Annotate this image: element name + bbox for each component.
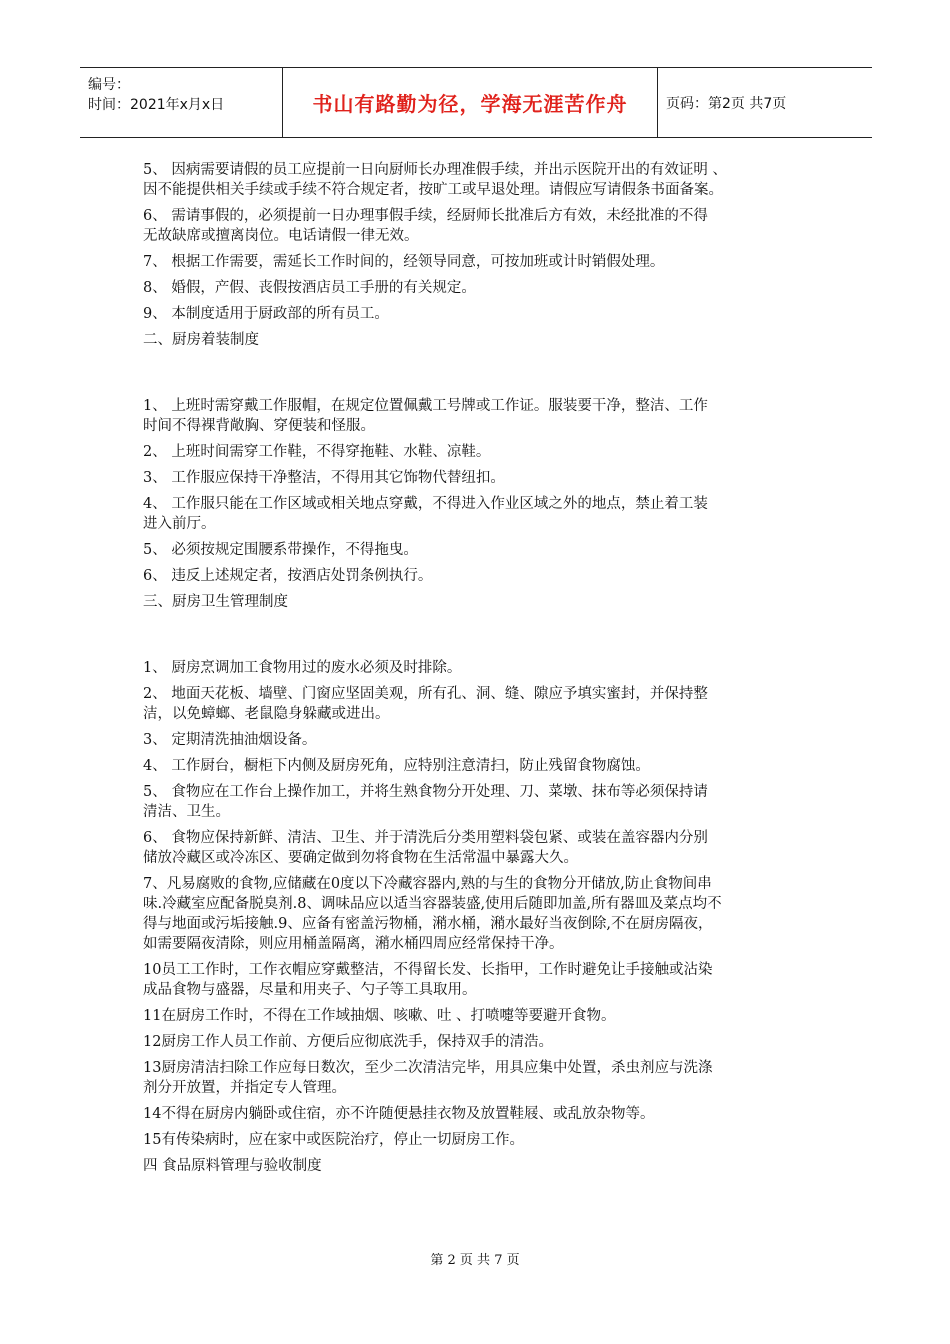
paragraph (143, 592, 813, 612)
paragraph (143, 160, 813, 200)
paragraph-line: 3、 定期清洗抽油烟设备。 (143, 732, 317, 748)
paragraph-line: 6、 违反上述规定者，按酒店处罚条例执行。 (143, 568, 433, 584)
paragraph-line: 6、 需请事假的，必须提前一日办理事假手续，经厨师长批准后方有效，未经批准的不得 (143, 208, 708, 224)
document-body (143, 160, 813, 1182)
paragraph (143, 782, 813, 822)
paragraph-line: 11在厨房工作时，不得在工作域抽烟、咳嗽、吐 、打喷嚏等要避开食物。 (143, 1008, 616, 1024)
paragraph-line: 4、 工作厨台，橱柜下内侧及厨房死角，应特别注意清扫，防止残留食物腐蚀。 (143, 758, 650, 774)
paragraph (143, 1006, 813, 1026)
paragraph (143, 252, 813, 272)
paragraph (143, 206, 813, 246)
paragraph-line: 7、凡易腐败的食物,应储藏在0度以下冷藏容器内,熟的与生的食物分开储放,防止食物间串 (143, 876, 712, 892)
paragraph-line: 4、 工作服只能在工作区域或相关地点穿戴，不得进入作业区域之外的地点，禁止着工装 (143, 496, 708, 512)
paragraph-line: 剂分开放置，并指定专人管理。 (143, 1080, 346, 1096)
paragraph-line: 2、 上班时间需穿工作鞋，不得穿拖鞋、水鞋、凉鞋。 (143, 444, 491, 460)
paragraph (143, 1104, 813, 1124)
paragraph-line: 6、 食物应保持新鲜、清洁、卫生、并于清洗后分类用塑料袋包紧、或装在盖容器内分别 (143, 830, 708, 846)
paragraph-line: 14不得在厨房内躺卧或住宿，亦不许随便悬挂衣物及放置鞋屐、或乱放杂物等。 (143, 1106, 655, 1122)
header-page-number: 页码：第2页 共7页 (666, 95, 787, 112)
paragraph (143, 304, 813, 324)
paragraph-line: 时间不得裸背敞胸、穿便装和怪服。 (143, 418, 375, 434)
paragraph (143, 566, 813, 586)
paragraph-line: 5、 必须按规定围腰系带操作，不得拖曳。 (143, 542, 418, 558)
paragraph-line: 因不能提供相关手续或手续不符合规定者，按旷工或早退处理。请假应写请假条书面备案。 (143, 182, 723, 198)
paragraph-line: 储放冷藏区或冷冻区、要确定做到勿将食物在生活常温中暴露大久。 (143, 850, 578, 866)
paragraph (143, 442, 813, 462)
paragraph-line: 成品食物与盛器，尽量和用夹子、勺子等工具取用。 (143, 982, 477, 998)
paragraph-line: 四 食品原料管理与验收制度 (143, 1158, 322, 1174)
paragraph (143, 540, 813, 560)
paragraph-line: 1、 厨房烹调加工食物用过的废水必须及时排除。 (143, 660, 462, 676)
paragraph (143, 730, 813, 750)
paragraph-line: 洁，以免蟑螂、老鼠隐身躲藏或进出。 (143, 706, 390, 722)
paragraph-line: 8、 婚假，产假、丧假按酒店员工手册的有关规定。 (143, 280, 476, 296)
paragraph (143, 684, 813, 724)
paragraph-line: 5、 食物应在工作台上操作加工，并将生熟食物分开处理、刀、菜墩、抹布等必须保持请 (143, 784, 708, 800)
header-info-cell (80, 68, 283, 137)
header-motto: 书山有路勤为径，学海无涯苦作舟 (283, 68, 658, 137)
paragraph-line: 如需要隔夜清除，则应用桶盖隔离，潲水桶四周应经常保持干净。 (143, 936, 564, 952)
paragraph (143, 1032, 813, 1052)
paragraph (143, 1130, 813, 1150)
blank-spacer (143, 356, 813, 396)
paragraph-line: 2、 地面天花板、墙壁、门窗应坚固美观，所有孔、洞、缝、隙应予填实蜜封，并保持整 (143, 686, 708, 702)
blank-spacer (143, 618, 813, 658)
page-footer: 第 2 页 共 7 页 (430, 1253, 520, 1268)
document-date-label: 时间：2021年x月x日 (88, 97, 225, 113)
paragraph-line: 无故缺席或擅离岗位。电话请假一律无效。 (143, 228, 419, 244)
paragraph (143, 756, 813, 776)
paragraph-line: 清洁、卫生。 (143, 804, 230, 820)
paragraph-line: 5、 因病需要请假的员工应提前一日向厨师长办理准假手续，并出示医院开出的有效证明 、 (143, 162, 727, 178)
paragraph (143, 828, 813, 868)
paragraph-line: 10员工工作时，工作衣帽应穿戴整洁，不得留长发、长指甲，工作时避免让手接触或沾染 (143, 962, 713, 978)
paragraph-line: 1、 上班时需穿戴工作服帽，在规定位置佩戴工号牌或工作证。服装要干净，整洁、工作 (143, 398, 708, 414)
paragraph (143, 658, 813, 678)
paragraph-line: 3、 工作服应保持干净整洁，不得用其它饰物代替纽扣。 (143, 470, 505, 486)
paragraph-line: 15有传染病时，应在家中或医院治疗，停止一切厨房工作。 (143, 1132, 524, 1148)
paragraph-line: 二、厨房着装制度 (143, 332, 259, 348)
paragraph-line: 12厨房工作人员工作前、方便后应彻底洗手，保持双手的清浩。 (143, 1034, 553, 1050)
paragraph (143, 468, 813, 488)
paragraph (143, 330, 813, 350)
paragraph (143, 874, 813, 954)
paragraph (143, 278, 813, 298)
paragraph (143, 960, 813, 1000)
paragraph (143, 1156, 813, 1176)
document-number-label: 编号： (88, 77, 130, 93)
paragraph (143, 494, 813, 534)
header-table (80, 67, 872, 138)
paragraph-line: 得与地面或污垢接触.9、应备有密盖污物桶，潲水桶，潲水最好当夜倒除,不在厨房隔夜， (143, 916, 713, 932)
paragraph (143, 396, 813, 436)
paragraph (143, 1058, 813, 1098)
paragraph-line: 进入前厅。 (143, 516, 216, 532)
paragraph-line: 味.冷藏室应配备脱臭剂.8、调味品应以适当容器装盛,使用后随即加盖,所有器皿及菜点均不 (143, 896, 722, 912)
paragraph-line: 7、 根据工作需要，需延长工作时间的，经领导同意，可按加班或计时销假处理。 (143, 254, 665, 270)
paragraph-line: 13厨房清洁扫除工作应每日数次，至少二次清洁完毕，用具应集中处置，杀虫剂应与洗涤 (143, 1060, 713, 1076)
paragraph-line: 三、厨房卫生管理制度 (143, 594, 288, 610)
paragraph-line: 9、 本制度适用于厨政部的所有员工。 (143, 306, 389, 322)
